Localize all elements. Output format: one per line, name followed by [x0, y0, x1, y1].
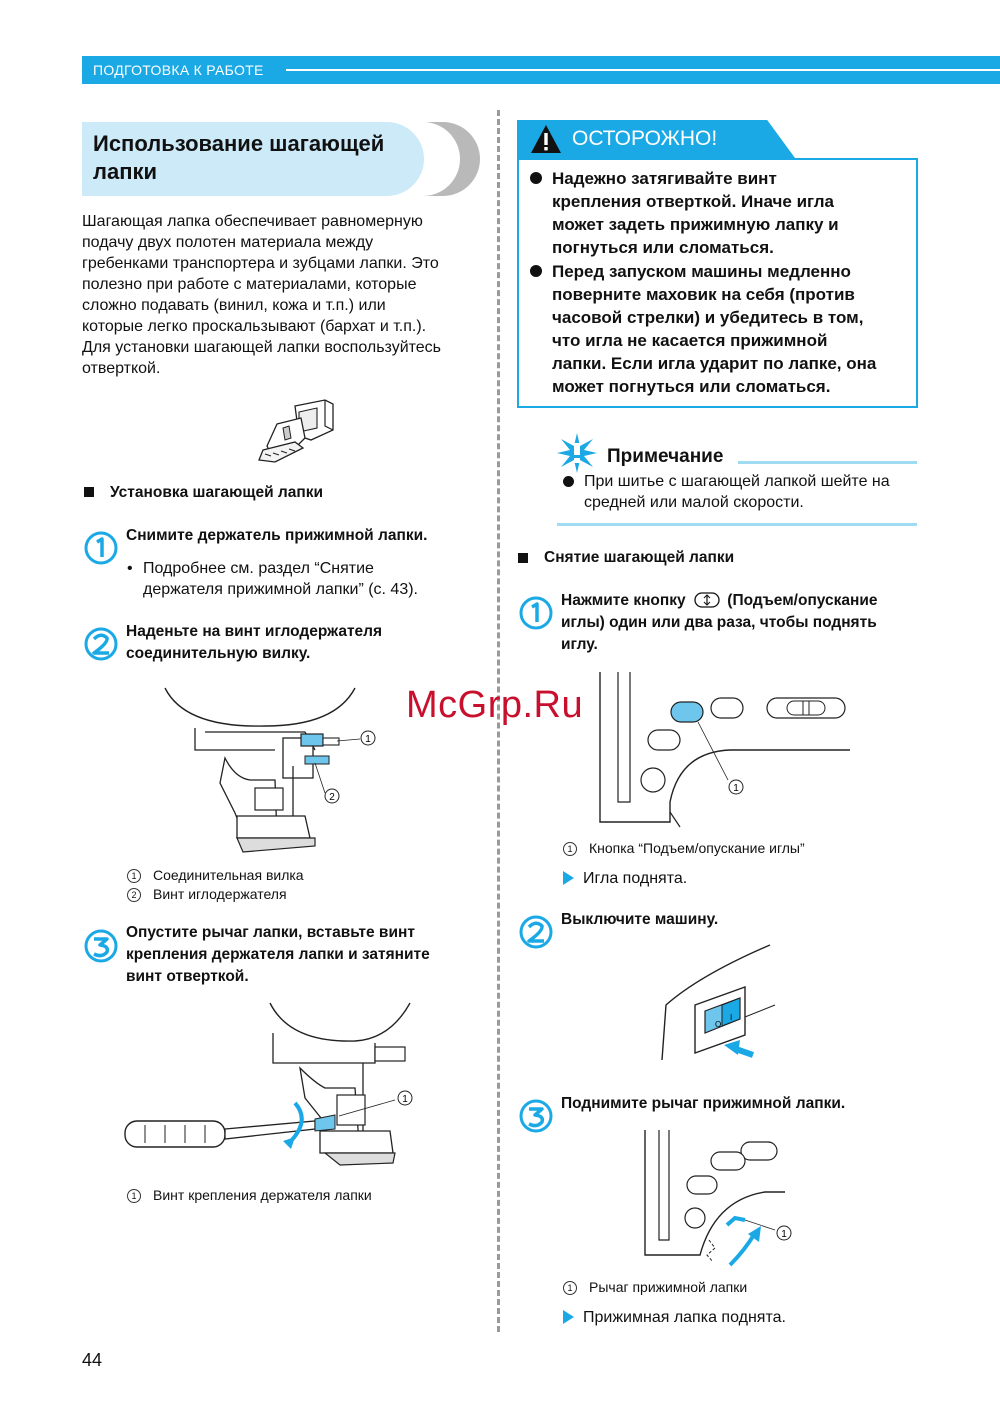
callout-1: 1: [365, 734, 371, 745]
step-line: Нажмите кнопку: [561, 592, 686, 609]
note-text: [584, 471, 890, 513]
caption-number: 1: [563, 842, 577, 856]
remove-heading: Снятие шагающей лапки: [544, 549, 735, 566]
needle-position-button-icon: [694, 592, 720, 608]
step-line: Наденьте на винт иглодержателя: [126, 623, 383, 640]
caution-line: крепления отверткой. Иначе игла: [552, 192, 834, 211]
page-title-line1: Использование шагающей: [93, 131, 385, 156]
section-title: ПОДГОТОВКА К РАБОТЕ: [93, 62, 264, 78]
step-line: Снимите держатель прижимной лапки.: [126, 527, 428, 544]
result-arrow-icon: [563, 1310, 574, 1324]
step-1-number-icon: [84, 531, 118, 565]
caution-item-1: [552, 167, 892, 259]
caption-text: Соединительная вилка: [153, 867, 304, 883]
note-title: Примечание: [607, 446, 724, 467]
caption-text: Кнопка “Подъем/опускание иглы”: [589, 840, 805, 856]
install-step-1-bullet-text: [143, 558, 418, 600]
step-3-number-icon: [519, 1099, 553, 1133]
install-step-1-bullet: [127, 558, 133, 579]
caption-number: 2: [127, 888, 141, 902]
page-title-line2: лапки: [93, 159, 158, 184]
intro-line: гребенками транспортера и зубцами лапки. Это: [82, 255, 439, 272]
header-rule: [286, 69, 1000, 71]
note-rule-bottom: [557, 523, 917, 526]
presser-lever-illustration: [635, 1130, 805, 1270]
caution-line: что игла не касается прижимной: [552, 331, 828, 350]
bullet-line: Подробнее см. раздел “Снятие: [143, 560, 374, 577]
result-arrow-icon: [563, 871, 574, 885]
caption-text: Рычаг прижимной лапки: [589, 1279, 748, 1295]
note-line: При шитье с шагающей лапкой шейте на: [584, 473, 890, 490]
caution-line: лапки. Если игла ударит по лапке, она: [552, 354, 877, 373]
fork-attachment-illustration: [165, 688, 385, 863]
screwdriver-illustration: [125, 1003, 425, 1168]
step-line: соединительную вилку.: [126, 645, 311, 662]
heading-square-icon: [518, 553, 528, 563]
install-step-1-text: [126, 525, 427, 547]
caution-item-2: [552, 260, 892, 398]
step-1-number-icon: [519, 596, 553, 630]
caption-number: 1: [127, 869, 141, 883]
switch-off-label: O: [715, 1020, 722, 1029]
caution-line: может погнуться или сломаться.: [552, 377, 831, 396]
intro-paragraph: [82, 211, 482, 379]
step-3-number-icon: [84, 929, 118, 963]
install-heading: Установка шагающей лапки: [110, 484, 324, 501]
remove-step-1-text: [561, 590, 878, 656]
caution-line: Надежно затягивайте винт: [552, 169, 777, 188]
caution-line: погнуться или сломаться.: [552, 238, 774, 257]
step-2-number-icon: [84, 627, 118, 661]
note-line: средней или малой скорости.: [584, 494, 804, 511]
intro-line: полезно при работе с материалами, которые: [82, 276, 417, 293]
switch-on-label: I: [730, 1013, 733, 1022]
bullet-dot-icon: [563, 476, 574, 487]
intro-line: Для установки шагающей лапки воспользуйтесь: [82, 339, 442, 356]
control-panel-illustration: [600, 672, 850, 832]
remove-step3-result: Прижимная лапка поднята.: [583, 1309, 786, 1326]
bullet-mark: •: [127, 560, 133, 577]
step-line: крепления держателя лапки и затяните: [126, 946, 430, 963]
install-step-3-text: [126, 922, 430, 988]
remove-step-2-text: Выключите машину.: [561, 911, 719, 928]
watermark: McGrp.Ru: [406, 684, 584, 726]
caution-line: часовой стрелки) и убедитесь в том,: [552, 308, 864, 327]
bullet-dot-icon: [530, 265, 542, 277]
remove-step-3-text: Поднимите рычаг прижимной лапки.: [561, 1095, 846, 1112]
step-line: (Подъем/опускание: [727, 592, 878, 609]
intro-line: сложно подавать (винил, кожа и т.п.) или: [82, 297, 386, 314]
fig2-captions: [127, 866, 304, 904]
remove-step1-result: Игла поднята.: [583, 870, 688, 887]
step-line: иглы) один или два раза, чтобы поднять: [561, 614, 877, 631]
caution-line: может задеть прижимную лапку и: [552, 215, 839, 234]
bullet-line: держателя прижимной лапки” (с. 43).: [143, 581, 418, 598]
caption-number: 1: [127, 1189, 141, 1203]
intro-line: отверткой.: [82, 360, 161, 377]
walking-foot-illustration: [255, 398, 345, 470]
intro-line: Шагающая лапка обеспечивает равномерную: [82, 213, 423, 230]
intro-line: подачу двух полотен материала между: [82, 234, 374, 251]
warning-triangle-icon: [530, 124, 562, 154]
step-line: винт отверткой.: [126, 968, 249, 985]
caption-text: Винт крепления держателя лапки: [153, 1187, 372, 1203]
step-2-number-icon: [519, 915, 553, 949]
caption-text: Винт иглодержателя: [153, 886, 287, 902]
callout-1: 1: [733, 783, 739, 794]
heading-square-icon: [84, 487, 94, 497]
remove-step1-caption: [563, 839, 805, 858]
caution-line: поверните маховик на себя (против: [552, 285, 855, 304]
callout-1: 1: [402, 1094, 408, 1105]
page-title: [93, 130, 413, 186]
install-step-2-text: [126, 621, 382, 665]
step-line: иглу.: [561, 636, 598, 653]
step-line: Опустите рычаг лапки, вставьте винт: [126, 924, 415, 941]
caution-line: Перед запуском машины медленно: [552, 262, 851, 281]
callout-1: 1: [781, 1229, 787, 1240]
bullet-dot-icon: [530, 172, 542, 184]
note-rule-top: [738, 461, 917, 464]
caption-number: 1: [563, 1281, 577, 1295]
callout-2: 2: [329, 792, 335, 803]
power-switch-illustration: [660, 945, 775, 1060]
note-sparkle-icon: [557, 433, 597, 473]
caution-title: ОСТОРОЖНО!: [572, 127, 718, 150]
remove-step3-caption: [563, 1278, 747, 1297]
page-number: 44: [82, 1350, 103, 1370]
fig3-caption: [127, 1186, 372, 1205]
intro-line: которые легко проскальзывают (бархат и т.п.).: [82, 318, 427, 335]
